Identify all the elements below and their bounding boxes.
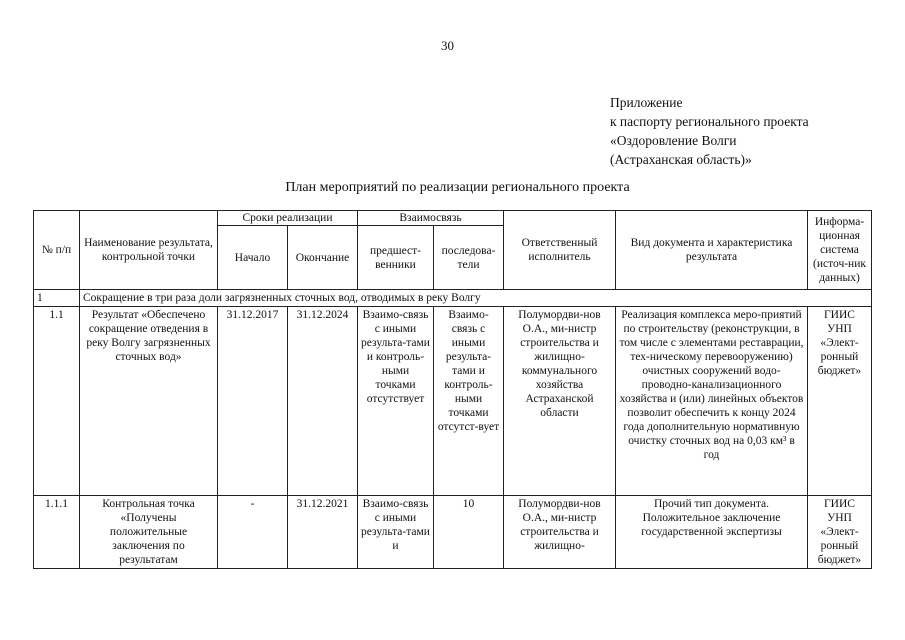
header-end: Окончание xyxy=(288,226,358,290)
row-predecessors: Взаимо-связь с иными результа-тами и контроль-ными точками отсутствует xyxy=(358,307,434,496)
row-info-system: ГИИС УНП «Элект-ронный бюджет» xyxy=(808,307,872,496)
row-end: 31.12.2021 xyxy=(288,496,358,569)
row-responsible: Полумордви-нов О.А., ми-нистр строительства и жилищно- xyxy=(504,496,616,569)
row-predecessors: Взаимо-связь с иными результа-тами и xyxy=(358,496,434,569)
appendix-line: (Астраханская область)» xyxy=(610,152,752,167)
row-successors: 10 xyxy=(434,496,504,569)
header-info-system: Информа-ционная система (источ-ник данных) xyxy=(808,211,872,290)
row-start: 31.12.2017 xyxy=(218,307,288,496)
header-predecessors: предшест-венники xyxy=(358,226,434,290)
row-num: 1.1.1 xyxy=(34,496,80,569)
row-responsible: Полумордви-нов О.А., ми-нистр строительства и жилищно-коммунального хозяйства Астраханской области xyxy=(504,307,616,496)
row-end: 31.12.2024 xyxy=(288,307,358,496)
appendix-line: Приложение xyxy=(610,95,683,110)
section-row xyxy=(34,290,872,307)
appendix-line: к паспорту регионального проекта xyxy=(610,114,809,129)
header-terms: Сроки реализации xyxy=(218,211,358,226)
header-relation: Взаимосвязь xyxy=(358,211,504,226)
row-start: - xyxy=(218,496,288,569)
plan-title: План мероприятий по реализации регионального проекта xyxy=(285,180,630,195)
header-doc-type: Вид документа и характеристика результата xyxy=(616,211,808,290)
row-name: Результат «Обеспечено сокращение отведения в реку Волгу загрязненных сточных вод» xyxy=(80,307,218,496)
header-num: № п/п xyxy=(34,211,80,290)
row-doc-type: Прочий тип документа. Положительное заключение государственной экспертизы xyxy=(616,496,808,569)
table-row xyxy=(34,307,872,496)
row-num: 1.1 xyxy=(34,307,80,496)
table-row xyxy=(34,496,872,569)
row-info-system: ГИИС УНП «Элект-ронный бюджет» xyxy=(808,496,872,569)
header-responsible: Ответственный исполнитель xyxy=(504,211,616,290)
appendix-note xyxy=(610,93,809,169)
row-successors: Взаимо-связь с иными результа-тами и контроль-ными точками отсутст-вует xyxy=(434,307,504,496)
row-name: Контрольная точка «Получены положительные заключения по результатам xyxy=(80,496,218,569)
page-number: 30 xyxy=(441,38,454,53)
plan-table xyxy=(33,210,872,569)
row-doc-type: Реализация комплекса меро-приятий по строительству (реконструкции, в том числе с элементами реставрации, тех-ническому перевооружению) очистных сооружений водо-проводно-канализационного хозяйства и (или) линейных объектов позволит обеспечить к концу 2024 года дополнительную нормативную очистку сточных вод на 0,03 км³ в год xyxy=(616,307,808,496)
header-start: Начало xyxy=(218,226,288,290)
section-num: 1 xyxy=(34,290,80,307)
header-name: Наименование результата, контрольной точки xyxy=(80,211,218,290)
section-title: Сокращение в три раза доли загрязненных сточных вод, отводимых в реку Волгу xyxy=(80,290,872,307)
appendix-line: «Оздоровление Волги xyxy=(610,133,737,148)
header-successors: последова-тели xyxy=(434,226,504,290)
